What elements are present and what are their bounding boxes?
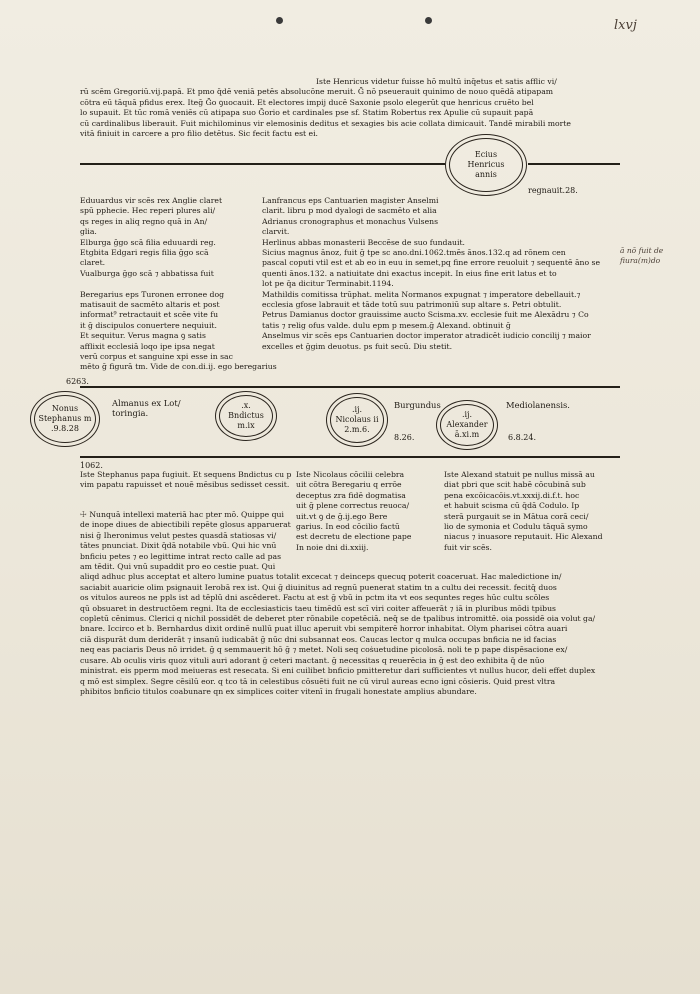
bottom-line: am tēdit. Qui vnū supaddit pro eo cestie puat. Qui xyxy=(80,562,276,572)
medallion-benedictus xyxy=(215,391,277,441)
middle-left-line: Vualburga ḡgo scā ⁊ abbatissa fuit xyxy=(80,268,214,278)
medallion-nicolaus xyxy=(326,393,388,447)
row-rule xyxy=(80,456,620,458)
column-line: In noie dni di.xxiij. xyxy=(296,542,369,552)
middle-rule xyxy=(80,386,620,388)
bottom-line: q mō est simplex. Segre cēsilū eor. q tco tā in celestibus cōsuēti fuit ne cū virul aureas ecno igni cōsieris. Quid prest vltra xyxy=(80,676,556,686)
middle-right-line: Petrus Damianus doctor grauissime aucto Scisma.xv. ecclesie fuit me Alexādru ⁊ Co xyxy=(262,310,589,320)
almanus-label xyxy=(112,398,181,418)
column-line: lio de symonia et Codulu tāquā symo xyxy=(444,522,588,532)
burgundus-label: Burgundus xyxy=(394,400,441,410)
medallion-alexander xyxy=(436,400,498,450)
column-line: deceptus zra fidē dogmatisa xyxy=(296,490,406,500)
middle-left-line: mēto ḡ figurā tm. Vide de con.di.ij. ego beregarius xyxy=(80,362,277,372)
top-line: cū cardinalibus liberauit. Fuit michilominus vir elemosinis deditus et sexagies bis acie collata dimicauit. Tandē mirabili morte xyxy=(80,118,571,128)
medallion-line: Henricus xyxy=(467,160,505,169)
column-line: est decretu de electione pape xyxy=(296,532,412,542)
middle-right-line: clarit. libru p mod dyalogi de sacmēto et alia xyxy=(262,206,437,216)
medallion-line: Alexander xyxy=(446,420,488,429)
top-line: Iste Henricus videtur fuisse hō multū inq̄etus et satis afflic vi/ xyxy=(316,77,557,86)
medallion-stephanus xyxy=(30,391,100,447)
middle-left-line: Et sequitur. Verus magna ꝯ satis xyxy=(80,331,206,341)
bottom-line: bnare. Iccirco et b. Bernhardus dixit ordinē nullū puat illuc aperuit vbi sempiterē horror inhabitat. Olym pharisei cōtra auari xyxy=(80,624,568,634)
column-line: vim papatu rapuisset et nouē mēsibus sedisset cessit. xyxy=(80,480,290,490)
medallion-line: Nicolaus ii xyxy=(335,415,379,424)
bottom-line: de inope diues de abiectibili repēte glosus apparuerat xyxy=(80,520,291,530)
middle-right-line: Anselmus vir scēs eps Cantuarien doctor imperator atradicēt iudicio concilij ⁊ maior xyxy=(262,331,591,341)
middle-left-line: glia. xyxy=(80,227,97,237)
middle-left-line: claret. xyxy=(80,258,106,268)
column-line: uit cōtra Beregariu q errōe xyxy=(296,480,402,490)
column-line: uit ḡ plene correctus reuoca/ xyxy=(296,501,410,511)
medallion-henricus xyxy=(445,134,527,196)
medallion-line: 2.m.6. xyxy=(344,425,370,434)
medallion-line: annis xyxy=(475,170,497,179)
column-line: niacus ⁊ inuasore reputauit. Hic Alexand xyxy=(444,532,603,542)
bottom-line: bnficiu petes ⁊ eo legittime intrat recto calle ad pas xyxy=(80,551,282,561)
column-line: et habuit scisma cū q̄dā Codulo. Ip xyxy=(444,501,580,511)
bottom-line: qū obsuaret in destructōem regni. Ita de ecclesiasticis taeu timēdū est scī viri coiter affeuerāt ⁊ iā in pluribus mōdi tpibus xyxy=(80,603,556,613)
middle-right-line: Lanfrancus eps Cantuarien magister Anselmi xyxy=(262,196,439,205)
margin-note-line: fiura(m)do xyxy=(620,256,661,265)
middle-left-line: qs reges in aliq regno quā in An/ xyxy=(80,216,208,226)
bottom-line: nisi ḡ Iheronimus velut pestes quasdā statiosas vi/ xyxy=(80,530,277,540)
almanus-line: toringia. xyxy=(112,408,149,418)
year-1062: 1062. xyxy=(80,461,103,470)
medallion-line: Stephanus m xyxy=(38,414,92,423)
medallion-line: .x. xyxy=(241,401,251,410)
column-stephanus xyxy=(80,470,292,491)
top-text xyxy=(80,77,620,139)
middle-left-line: informat⁹ retractauit et scēe vite fu xyxy=(80,310,219,320)
bottom-line: saciabit auaricie olim psignauit Ierobā rex ist. Qui ḡ diuinitus ad regnū puenerat statim tn a cultu dei recessit. fecitq̄ duos xyxy=(80,582,557,592)
middle-right-line: Adrianus cronographus et monachus Vulsens xyxy=(262,216,439,226)
bottom-line: os vitulos aureos ne ppls ist ad tēplū dni ascēderet. Factu at est ḡ vbū in pctm ita vt eos sequntes reges hūc cultu scōles xyxy=(80,593,550,603)
bottom-line: ☩ Nunquā intellexi materiā hac pter mō. Quippe qui xyxy=(80,510,284,519)
bottom-text xyxy=(80,510,628,697)
middle-left-line: spū pphecie. Hec reperi plures ali/ xyxy=(80,206,216,216)
almanus-line: Almanus ex Lot/ xyxy=(112,398,181,408)
top-line: vitā finiuit in carcere a pro filio detētus. Sic fecit factu est ei. xyxy=(80,129,318,139)
middle-right-line: Mathildis comitissa trūphat. melita Normanos expugnat ⁊ imperatore debellauit.⁊ xyxy=(262,289,581,299)
bottom-line: ciā dispurāt dum deriderāt ⁊ insanū iudicabāt ḡ nūc dni subsannat eos. Caucas lector q mulca occupas bnficia ne id facias xyxy=(80,634,557,644)
top-line: cōtra eū tāquā pfidus erex. Iteḡ Ḡo ꝯuocauit. Et electores impij ducē Saxonie psolo elegerūt que henricus cruēto bel xyxy=(80,97,534,107)
medallion-line: Ecius xyxy=(474,150,498,159)
middle-right-line: quenti ānos.132. a natiuitate dni exactus incepit. In eius fine erit latus et to xyxy=(262,268,557,278)
middle-left-line: Beregarius eps Turonen erronee dog xyxy=(80,289,225,299)
middle-right-line: Herlinus abbas monasterii Beccēse de suo fundauit. xyxy=(262,237,465,247)
middle-right-line: lot pe q̄a dicitur Terminabit.1194. xyxy=(262,279,394,289)
binding-hole-right xyxy=(425,17,432,24)
medallion-line: .ij. xyxy=(351,405,363,414)
number-8-26: 8.26. xyxy=(394,433,415,442)
top-line: lo supauit. Et tūc romā veniēs cū atipapa suo Ḡorio et cardinales pse sf. Statim Robertus rex Apulie cū supauit papā xyxy=(80,108,534,118)
margin-note-line: ā nō fuit de xyxy=(620,246,664,255)
column-line: uit.vt ꝯ de ḡ.ij.ego Bere xyxy=(296,511,388,521)
middle-left-line: matisauit de sacmēto altaris et post xyxy=(80,300,220,310)
column-line: Iste Nicolaus cōcilii celebra xyxy=(296,470,405,479)
bottom-line: aliqd adhuc plus acceptat et altero lumine puatus totalit excecat ⁊ deinceps quecuq poterit coaceruat. Hac maledictione in/ xyxy=(80,572,562,582)
folio-mark: lxvj xyxy=(614,18,637,33)
middle-right-line: clarvit. xyxy=(262,227,290,237)
medallion-line: Nonus xyxy=(51,404,79,413)
middle-right-line: pascal coputi vtil est et ab eo in euu in semet,pq fine errore reuoluit ⁊ sequentē āno se xyxy=(262,258,601,268)
regnauit-label: regnauit.28. xyxy=(528,186,578,195)
middle-right-line: ecclesia gfose labrauit et tāde totū suu patrimoniū sup altare s. Petri obtulit. xyxy=(262,300,562,310)
bottom-line: tātes pnunciat. Dixit q̄dā notabile vbū. Qui hic vnū xyxy=(80,541,277,551)
middle-left-line xyxy=(80,279,262,289)
year-6263: 6263. xyxy=(66,377,89,386)
medallion-line: .ij. xyxy=(461,410,473,419)
bottom-line: phibitos bnficio titulos coabunare qn ex simplices coiter vitenī in frugali honestate amplius abundare. xyxy=(80,686,477,696)
column-line: pena excōicacōis.vt.xxxij.di.f.t. hoc xyxy=(444,490,580,500)
top-rule-left xyxy=(80,163,445,165)
margin-note xyxy=(620,246,663,266)
bottom-line: neq eas paciaris Deus nō irridet. ḡ q semmauerit hō ḡ ⁊ metet. Noli seq coṡuetudine picolosā. noli te p pape dispēsacione ex/ xyxy=(80,645,568,655)
medallion-line: ā.xi.m xyxy=(454,430,480,439)
middle-left-line: verū corpus et sanguine xpi esse in sac xyxy=(80,352,233,362)
column-line: fuit vir scēs. xyxy=(444,542,492,552)
bottom-line: cusare. Ab oculis viris quoz vituli auri adorant ḡ ceteri mactant. ḡ necessitas q reuerēcia in ḡ est deo exhibita q̄ de nūo xyxy=(80,655,545,665)
middle-left-line: afflixit ecclesiā loqo ipe ipsa negat xyxy=(80,341,215,351)
middle-right-line: Sicius magnus ānoz, fuit ḡ tpe sc ano.dni.1062.tmēs ānos.132.q ad rōnem cen xyxy=(262,248,566,258)
middle-left-line: it ḡ discipulos conuertere nequiuit. xyxy=(80,320,217,330)
middle-left-line: Eduuardus vir scēs rex Anglie claret xyxy=(80,196,223,205)
column-line: sterā purgauit se in Mātua corā ceci/ xyxy=(444,511,589,521)
bottom-line: copletū cēnimus. Clerici q nichil possidēt de deberet pter rōnabile copetēciā. neq̄ se de tpalibus intromittē. oia possidē oia volut ga/ xyxy=(80,614,596,624)
medallion-line: m.ix xyxy=(237,421,255,430)
middle-right-line: excelles et ḡgim deuotus. ps fuit secū. Diu stetit. xyxy=(262,341,453,351)
medallion-line: .9.8.28 xyxy=(51,424,79,433)
column-line: Iste Alexand statuit pe nullus missā au xyxy=(444,470,595,479)
middle-right-line: tatis ⁊ relig ofus valde. dulu epm p mesem.ḡ Alexand. obtinuit ḡ xyxy=(262,320,511,330)
middle-right-column xyxy=(262,196,624,352)
bottom-line: ministrat. eis pperm mod meiueras est resecata. Si eni cuilibet bnficio pmitteretur dari sufficientes vt nullus hucor, deli effet duplex xyxy=(80,666,596,676)
middle-left-line: Elburga ḡgo scā filia eduuardi reg. xyxy=(80,237,216,247)
top-rule-right xyxy=(528,163,620,165)
middle-left-line: Etgbita Edgari regis filia ḡgo scā xyxy=(80,248,209,258)
number-6-8-24: 6.8.24. xyxy=(508,433,536,442)
mediolanensis-label: Mediolanensis. xyxy=(506,400,570,410)
column-line: diat pbri que scit habē cōcubinā sub xyxy=(444,480,586,490)
medallion-line: Bndictus xyxy=(228,411,264,420)
binding-hole-left xyxy=(276,17,283,24)
top-line: rū scēm Gregoriū.vij.papā. Et pmo q̄dē veniā petēs absolucōne meruit. Ḡ nō pseuerauit quinimo de nouo quēdā atipapam xyxy=(80,87,554,97)
column-line: garius. In eod cōcilio factū xyxy=(296,522,400,532)
column-line: Iste Stephanus papa fugiuit. Et sequens Bndictus cu p xyxy=(80,470,292,479)
